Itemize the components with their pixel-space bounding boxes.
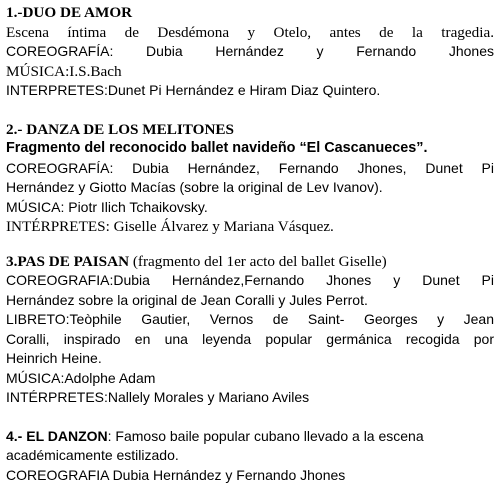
libretto-line-continued: Coralli, inspirado en una leyenda popular germánica recogida por (6, 330, 494, 347)
section-el-danzon (6, 427, 494, 486)
choreography-line: COREOGRAFIA:Dubia Hernández,Fernando Jhones y Dunet Pi (6, 272, 494, 288)
libretto-line: LIBRETO:Teòphile Gautier, Vernos de Saint- Georges y Jean (6, 311, 494, 327)
performers-line: INTERPRETES:Dunet Pi Hernández e Hiram Diaz Quintero. (6, 82, 381, 98)
section-pas-de-paisan (6, 252, 494, 408)
choreography-line-continued: Hernández y Giotto Macías (sobre la original de Lev Ivanov). (6, 179, 383, 195)
section-danza-de-los-melitones (6, 120, 494, 237)
section-title-suffix: : Famoso baile popular cubano llevado a la escena (107, 427, 424, 444)
choreography-line: COREOGRAFÍA: Dubia Hernández, Fernando Jhones, Dunet Pi (6, 159, 494, 176)
performers-line: INTÉRPRETES: Giselle Álvarez y Mariana Vásquez. (6, 218, 334, 235)
music-line: MÚSICA:Adolphe Adam (6, 369, 156, 386)
choreography-line: COREOGRAFIA Dubia Hernández y Fernando Jhones (6, 466, 346, 483)
section-title: 4.- EL DANZON (6, 427, 108, 444)
section-heading (6, 427, 494, 447)
performers-line: INTÉRPRETES:Nallely Morales y Mariano Aviles (6, 389, 310, 405)
libretto-line-end: Heinrich Heine. (6, 350, 102, 366)
choreography-line-continued: Hernández sobre la original de Jean Coralli y Jules Perrot. (6, 291, 368, 308)
music-line: MÚSICA:I.S.Bach (6, 62, 122, 80)
section-duo-de-amor (6, 3, 494, 101)
section-title: 1.-DUO DE AMOR (6, 4, 133, 21)
section-title-suffix: (fragmento del 1er acto del ballet Giselle) (129, 252, 387, 270)
section-title: 2.- DANZA DE LOS MELITONES (6, 120, 235, 138)
description-line-continued: académicamente estilizado. (6, 447, 179, 463)
choreography-line: COREOGRAFÍA: Dubia Hernández y Fernando Jhones (6, 43, 494, 59)
music-line: MÚSICA: Piotr Ilich Tchaikovsky. (6, 198, 208, 215)
section-title: 3.PAS DE PAISAN (6, 252, 130, 270)
section-heading (6, 252, 494, 272)
section-subtitle: Fragmento del reconocido ballet navideño “El Cascanueces”. (6, 140, 428, 156)
description-line: Escena íntima de Desdémona y Otelo, antes de la tragedia. (6, 23, 494, 41)
